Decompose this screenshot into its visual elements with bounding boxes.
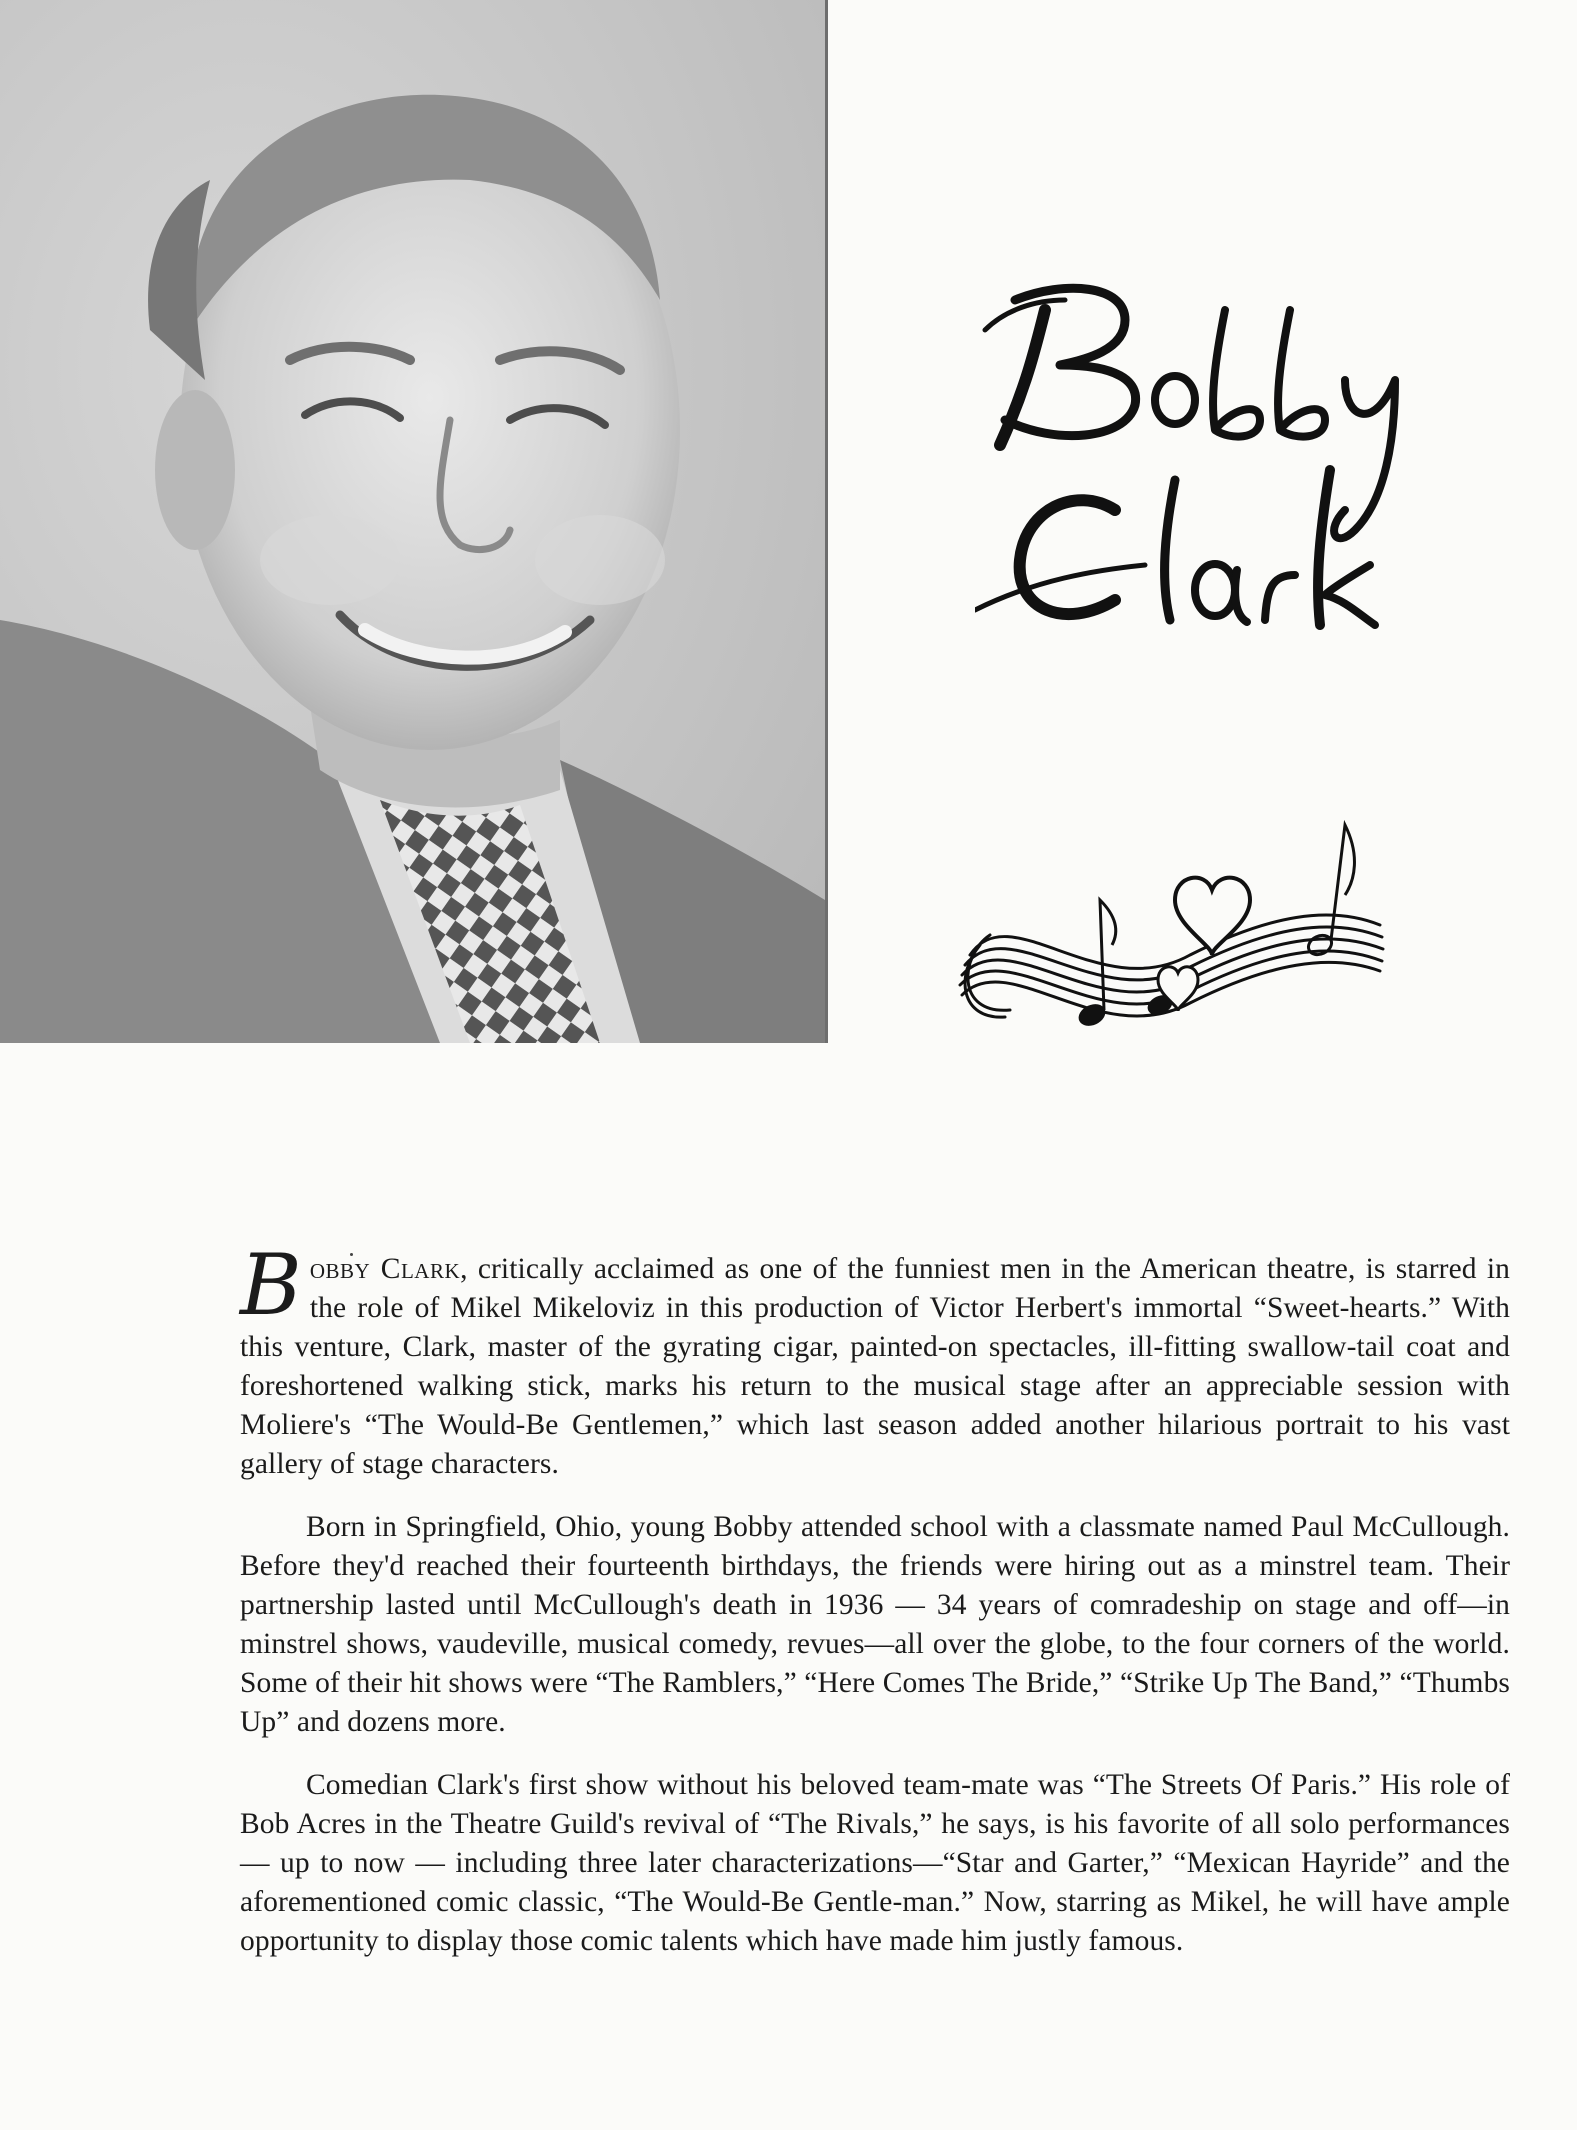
lead-name: obby Clark: [309, 1253, 461, 1285]
biography-article: [240, 1236, 1511, 1985]
name-signature: [975, 270, 1415, 690]
music-ornament-drawing: [950, 805, 1400, 1055]
portrait-illustration: [0, 0, 825, 1043]
drop-cap: B: [240, 1236, 302, 1334]
portrait-photo: [0, 0, 828, 1043]
paragraph-2: Born in Springfield, Ohio, young Bobby attended school with a classmate named Paul McCullough. Before they'd reached their fourteenth birthdays, the friends were hiring out as a minstrel team. Their partnership lasted until McCullough's death in 1936 — 34 years of comradeship on stage and off—in minstrel shows, vaudeville, musical comedy, revues—all over the globe, to the four corners of the world. Some of their hit shows were “The Ramblers,” “Here Comes The Bride,” “Strike Up The Band,” “Thumbs Up” and dozens more.: [240, 1511, 1510, 1738]
paragraph-3: Comedian Clark's first show without his beloved team-mate was “The Streets Of Paris.” His role of Bob Acres in the Theatre Guild's revival of “The Rivals,” he says, is his favorite of all solo performances — up to now — including three later characterizations—“Star and Garter,” “Mexican Hayride” and the aforementioned comic classic, “The Would-Be Gentle-man.” Now, starring as Mikel, he will have ample opportunity to display those comic talents which have made him justly famous.: [240, 1769, 1510, 1957]
paragraph-1: [240, 1236, 1511, 1484]
music-staff-hearts-icon: [950, 805, 1400, 1055]
signature-lettering: [975, 270, 1415, 690]
paragraph-1-text: , critically acclaimed as one of the funniest men in the American theatre, is starred in the role of Mikel Mikeloviz in this production of Victor Herbert's immortal “Sweet-hearts.” With this venture, Clark, master of the gyrating cigar, painted-on spectacles, ill-fitting swallow-tail coat and foreshortened walking stick, marks his return to the musical stage after an appreciable session with Moliere's “The Would-Be Gentlemen,” which last season added another hilarious portrait to his vast gallery of stage characters.: [240, 1253, 1511, 1480]
